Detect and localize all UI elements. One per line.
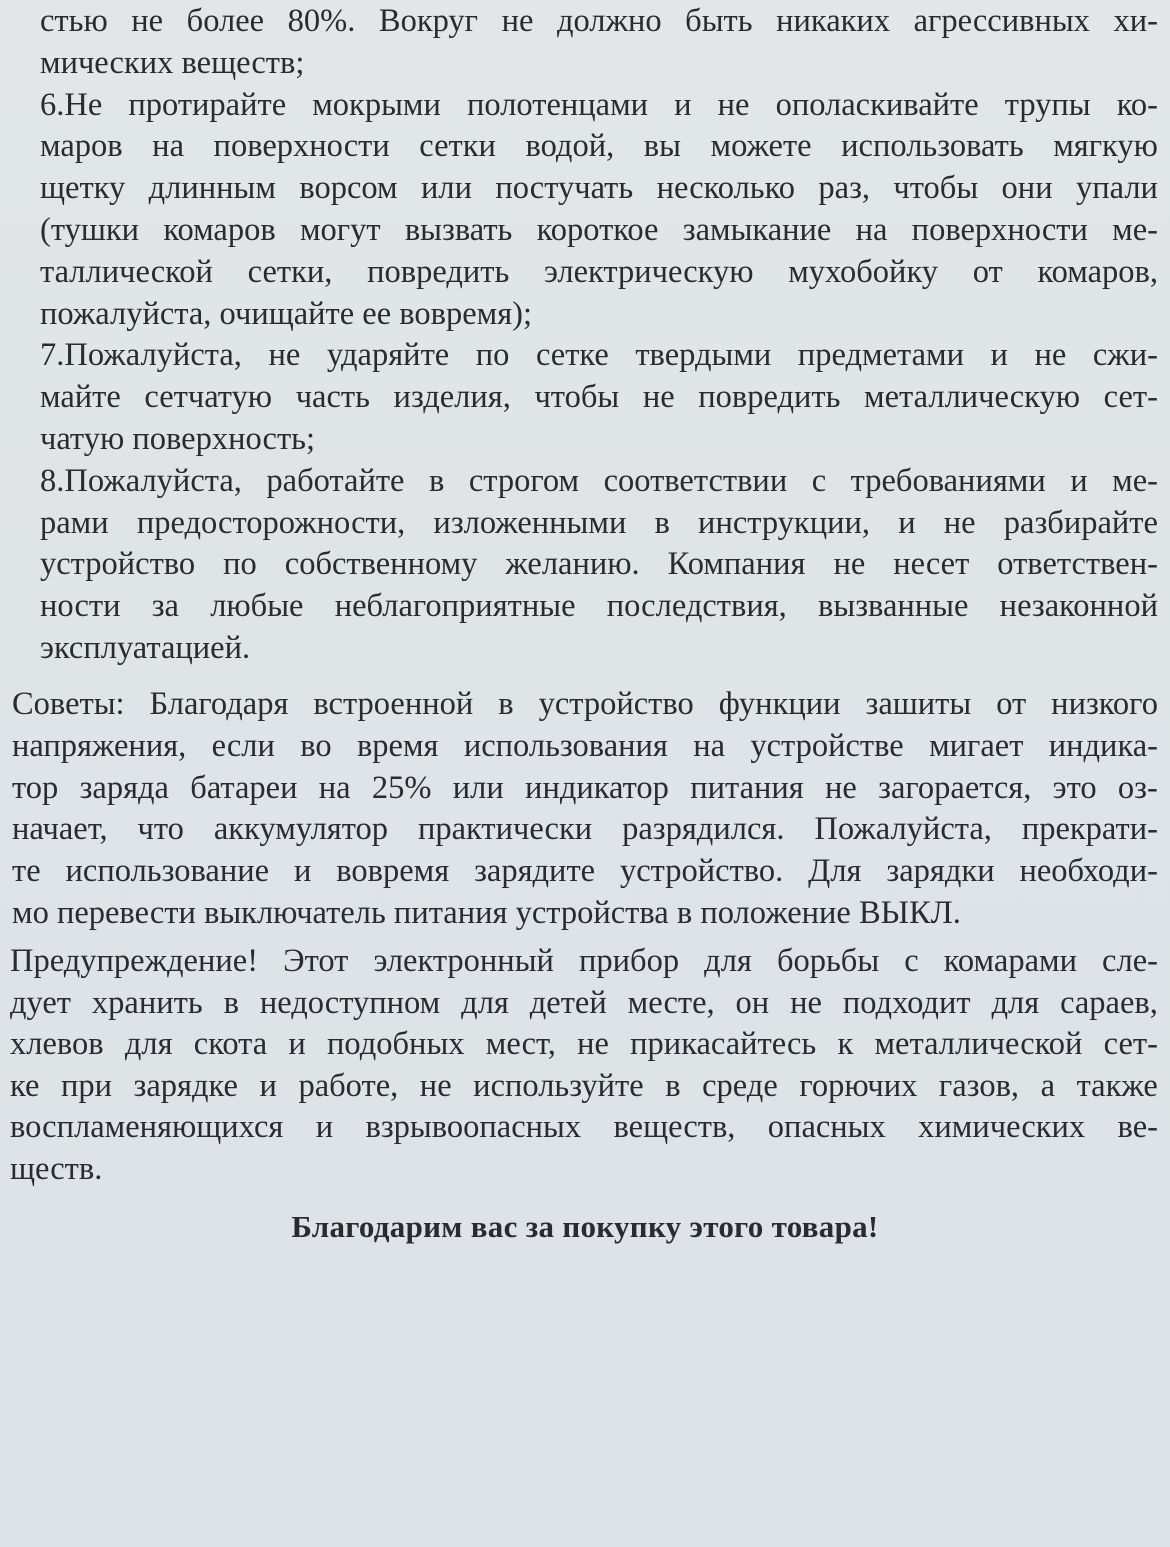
instruction-line: таллической сетки, повредить электрическую мухобойку от комаров, — [40, 253, 1158, 290]
instruction-line: щетку длинным ворсом или постучать несколько раз, чтобы они упали — [40, 170, 1158, 207]
warning-line: ке при зарядке и работе, не используйте в среде горючих газов, а также — [10, 1067, 1158, 1104]
tips-line: тор заряда батареи на 25% или индикатор питания не загорается, это оз- — [12, 769, 1158, 806]
tips-line: напряжения, если во время использования на устройстве мигает индика- — [12, 727, 1158, 764]
instruction-line: 8.Пожалуйста, работайте в строгом соответствии с требованиями и ме- — [40, 462, 1158, 499]
warning-line: хлевов для скота и подобных мест, не прикасайтесь к металлической сет- — [10, 1026, 1158, 1063]
closing-thanks: Благодарим вас за покупку этого товара! — [291, 1209, 879, 1244]
tips-line: начает, что аккумулятор практически разрядился. Пожалуйста, прекрати- — [12, 811, 1158, 848]
instruction-line: пожалуйста, очищайте ее вовремя); — [40, 295, 533, 332]
instruction-line: 7.Пожалуйста, не ударяйте по сетке твердыми предметами и не сжи- — [40, 337, 1158, 374]
instruction-line: 6.Не протирайте мокрыми полотенцами и не ополаскивайте трупы ко- — [40, 86, 1158, 123]
warning-line: ществ. — [10, 1151, 103, 1187]
warning-line: Предупреждение! Этот электронный прибор для борьбы с комарами сле- — [10, 943, 1158, 979]
instruction-line: ности за любые неблагоприятные последствия, вызванные незаконной — [40, 588, 1158, 625]
instruction-line: эксплуатацией. — [40, 630, 251, 666]
warning-line: дует хранить в недоступном для детей месте, он не подходит для сараев, — [10, 984, 1158, 1021]
instruction-line: чатую поверхность; — [40, 421, 316, 457]
instruction-line: майте сетчатую часть изделия, чтобы не повредить металлическую сет- — [40, 379, 1158, 416]
instruction-line: рами предосторожности, изложенными в инструкции, и не разбирайте — [40, 504, 1158, 541]
warning-line: воспламеняющихся и взрывоопасных веществ, опасных химических ве- — [10, 1109, 1158, 1146]
instruction-line: устройство по собственному желанию. Компания не несет ответствен- — [40, 546, 1158, 583]
tips-line: те использование и вовремя зарядите устройство. Для зарядки необходи- — [12, 853, 1158, 890]
instruction-line: мических веществ; — [40, 44, 305, 81]
instruction-line: маров на поверхности сетки водой, вы можете использовать мягкую — [40, 128, 1158, 165]
tips-line: мо перевести выключатель питания устройства в положение ВЫКЛ. — [12, 895, 961, 931]
instruction-line: стью не более 80%. Вокруг не должно быть никаких агрессивных хи- — [40, 3, 1158, 39]
tips-line: Советы: Благодаря встроенной в устройство функции зашиты от низкого — [12, 686, 1158, 722]
instruction-line: (тушки комаров могут вызвать короткое замыкание на поверхности ме- — [40, 212, 1158, 248]
